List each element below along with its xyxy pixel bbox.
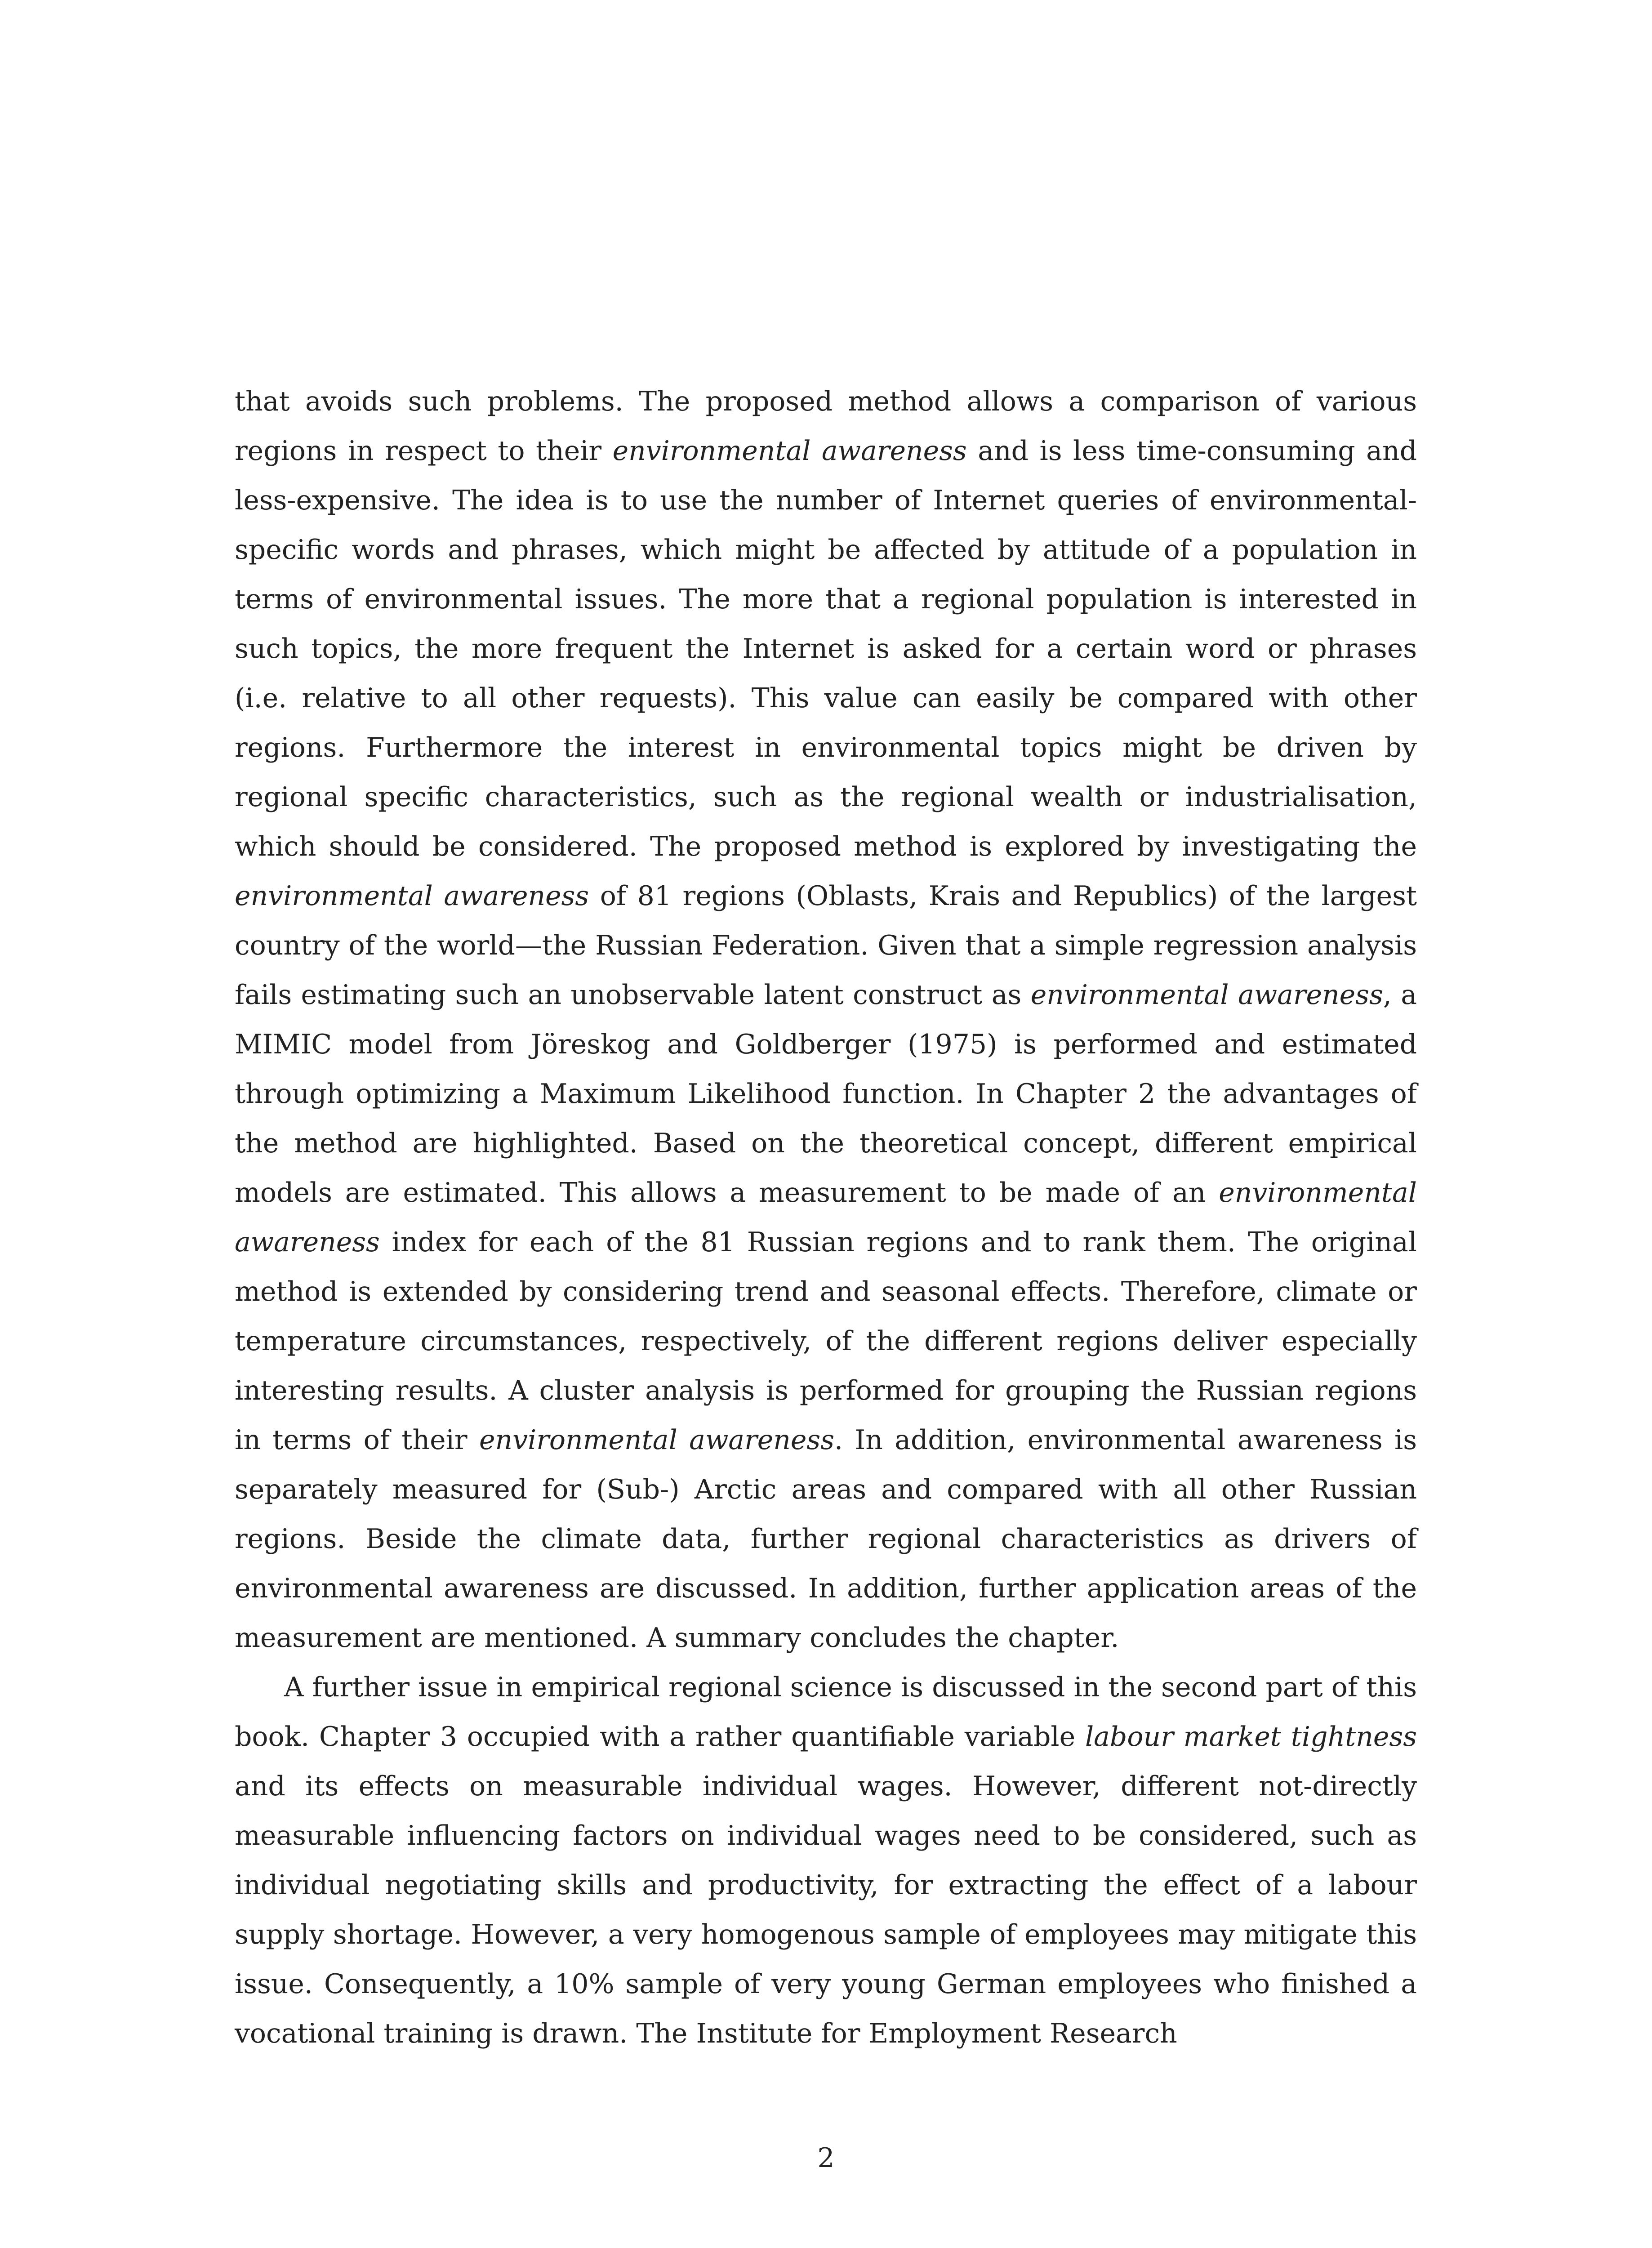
italic-term: environmental awareness	[612, 435, 967, 467]
italic-term: environmental awareness	[479, 1424, 834, 1456]
page-number: 2	[817, 2142, 835, 2174]
text-run: that avoids such problems. The proposed method allows a comparison of various regions in respect to their	[235, 386, 1417, 467]
italic-term: environmental awareness	[1030, 979, 1383, 1011]
body-text	[235, 377, 1417, 2058]
text-run: and its effects on measurable individual wages. However, different not-directly measurable influencing factors on individual wages need to be considered, such as individual negotiating skills and productivity, for extracting the effect of a labour supply shortage. However, a very homogenous sample of employees may mitigate this issue. Consequently, a 10% sample of very young German employees who finished a vocational training is drawn. The Institute for Employment Research	[235, 1771, 1417, 2049]
paragraph-1	[235, 377, 1417, 1663]
text-run: and is less time-consuming and less-expensive. The idea is to use the number of Internet queries of environmental-specific words and phrases, which might be affected by attitude of a population in terms of environmental issues. The more that a regional population is interested in such topics, the more frequent the Internet is asked for a certain word or phrases (i.e. relative to all other requests). This value can easily be compared with other regions. Furthermore the interest in environmental topics might be driven by regional specific characteristics, such as the regional wealth or industrialisation, which should be considered. The proposed method is explored by investigating the	[235, 435, 1417, 862]
text-run: index for each of the 81 Russian regions and to rank them. The original method is extended by considering trend and seasonal effects. Therefore, climate or temperature circumstances, respectively, of the different regions deliver especially interesting results. A cluster analysis is performed for grouping the Russian regions in terms of their	[235, 1227, 1417, 1456]
paragraph-2	[235, 1663, 1417, 2058]
text-run: of 81 regions (Oblasts, Krais and Republics) of the largest country of the world—the Russian Federation. Given that a simple regression analysis fails estimating such an unobservable latent construct as	[235, 880, 1417, 1011]
text-run: . In addition, environmental awareness is separately measured for (Sub-) Arctic areas and compared with all other Russian regions. Beside the climate data, further regional characteristics as drivers of environmental awareness are discussed. In addition, further application areas of the measurement are mentioned. A summary concludes the chapter.	[235, 1424, 1417, 1654]
italic-term: environmental awareness	[235, 1177, 1417, 1258]
text-run: , a MIMIC model from Jöreskog and Goldberger (1975) is performed and estimated through optimizing a Maximum Likelihood function. In Chapter 2 the advantages of the method are highlighted. Based on the theoretical concept, different empirical models are estimated. This allows a measurement to be made of an	[235, 979, 1417, 1209]
text-run: A further issue in empirical regional science is discussed in the second part of this book. Chapter 3 occupied with a rather quantifiable variable	[235, 1672, 1417, 1753]
italic-term: environmental awareness	[235, 880, 589, 912]
italic-term: labour market tightness	[1085, 1721, 1417, 1753]
